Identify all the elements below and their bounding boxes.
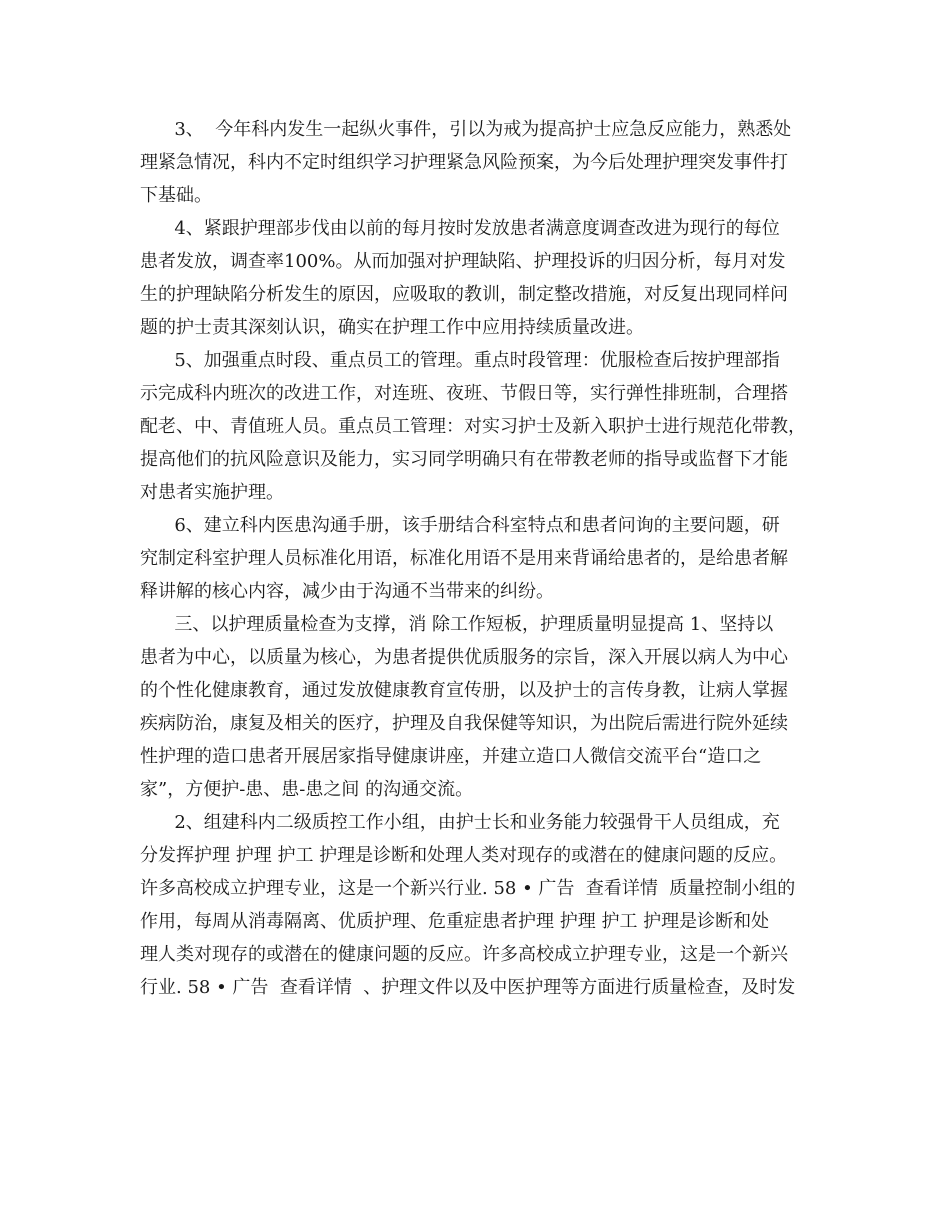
text-line: 理人类对现存的或潜在的健康问题的反应。许多高校成立护理专业，这是一个新兴 [140,944,788,965]
text-line: 5、加强重点时段、重点员工的管理。重点时段管理：优服检查后按护理部指 [140,350,780,371]
text-line: 3、 今年科内发生一起纵火事件，引以为戒为提高护士应急反应能力，熟悉处 [140,119,792,140]
text-line: 对患者实施护理。 [140,482,284,503]
text-line: 许多高校成立护理专业，这是一个新兴行业. 58 • 广告 查看详情 质量控制小组的 [140,878,796,899]
text-line: 2、组建科内二级质控工作小组，由护士长和业务能力较强骨干人员组成，充 [140,812,780,833]
text-line: 4、紧跟护理部步伐由以前的每月按时发放患者满意度调查改进为现行的每位 [140,218,780,239]
text-line: 提高他们的抗风险意识及能力，实习同学明确只有在带教老师的指导或监督下才能 [140,449,788,470]
text-line: 行业. 58 • 广告 查看详情 、护理文件以及中医护理等方面进行质量检查，及时发 [140,977,796,998]
text-line: 释讲解的核心内容，减少由于沟通不当带来的纠纷。 [140,581,554,602]
text-line: 6、建立科内医患沟通手册，该手册结合科室特点和患者问询的主要问题，研 [140,515,780,536]
text-line: 的个性化健康教育，通过发放健康教育宣传册，以及护士的言传身教，让病人掌握 [140,680,788,701]
document-body [140,113,830,1004]
text-line: 家”，方便护-患、患-患之间 的沟通交流。 [140,779,474,800]
text-line: 示完成科内班次的改进工作，对连班、夜班、节假日等，实行弹性排班制，合理搭 [140,383,788,404]
text-line: 作用，每周从消毒隔离、优质护理、危重症患者护理 护理 护工 护理是诊断和处 [140,911,770,932]
text-line: 配老、中、青值班人员。重点员工管理：对实习护士及新入职护士进行规范化带教， [140,416,806,437]
text-line: 患者发放，调查率100%。从而加强对护理缺陷、护理投诉的归因分析，每月对发 [140,251,786,272]
text-line: 下基础。 [140,185,212,206]
text-line: 疾病防治，康复及相关的医疗，护理及自我保健等知识，为出院后需进行院外延续 [140,713,788,734]
text-line: 生的护理缺陷分析发生的原因，应吸取的教训，制定整改措施，对反复出现同样问 [140,284,788,305]
text-line: 三、以护理质量检查为支撑，消 除工作短板，护理质量明显提高 1、坚持以 [140,614,774,635]
text-line: 性护理的造口患者开展居家指导健康讲座，并建立造口人微信交流平台“造口之 [140,746,762,767]
text-line: 分发挥护理 护理 护工 护理是诊断和处理人类对现存的或潜在的健康问题的反应。 [140,845,788,866]
text-line: 患者为中心，以质量为核心，为患者提供优质服务的宗旨，深入开展以病人为中心 [140,647,788,668]
text-line: 题的护士责其深刻认识，确实在护理工作中应用持续质量改进。 [140,317,644,338]
text-line: 理紧急情况，科内不定时组织学习护理紧急风险预案，为今后处理护理突发事件打 [140,152,788,173]
text-line: 究制定科室护理人员标准化用语，标准化用语不是用来背诵给患者的，是给患者解 [140,548,788,569]
